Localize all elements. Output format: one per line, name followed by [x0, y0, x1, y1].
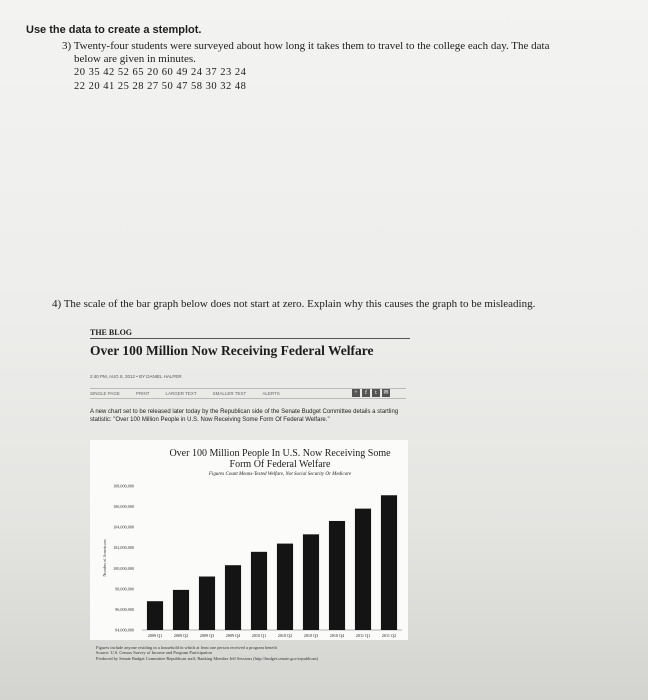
twitter-icon[interactable]: t	[372, 389, 380, 397]
share-icon[interactable]: +	[352, 389, 360, 397]
x-tick-label: 2010 Q1	[251, 633, 267, 638]
footnote-2: Source: U.S. Census Survey of Income and Program Participation	[96, 650, 212, 656]
y-tick-label: 94,000,000	[115, 627, 134, 633]
x-tick-label: 2010 Q4	[329, 633, 345, 638]
smaller-text-link[interactable]: SMALLER TEXT	[212, 391, 247, 396]
bar	[329, 521, 345, 630]
y-axis-label: Number of Americans	[102, 539, 107, 577]
bar	[147, 601, 163, 630]
footnote-3: Produced by Senate Budget Committee Republican staff, Ranking Member Jeff Sessions (http://budget.senate.gov/republican)	[96, 655, 319, 661]
share-icons	[352, 389, 390, 397]
chart-title	[150, 448, 410, 470]
welfare-bar-chart	[90, 440, 408, 680]
larger-text-link[interactable]: LARGER TEXT	[165, 391, 197, 396]
y-tick-label: 102,000,000	[113, 545, 134, 551]
blog-label: THE BLOG	[90, 328, 133, 337]
chart-title-line-1: Over 100 Million People In U.S. Now Receiving Some	[169, 448, 391, 459]
x-tick-label: 2009 Q3	[199, 633, 215, 638]
x-tick-label: 2009 Q2	[173, 633, 189, 638]
x-tick-label: 2010 Q3	[303, 633, 319, 638]
divider	[90, 338, 410, 339]
question-4: 4) The scale of the bar graph below does not start at zero. Explain why this causes the graph to be misleading.	[52, 298, 536, 310]
worksheet-heading: Use the data to create a stemplot.	[26, 24, 202, 36]
article-intro: A new chart set to be released later today by the Republican side of the Senate Budget Committee details a startling statistic: "Over 100 Million People in U.S. Now Receiving Some Form Of Federal Welfare."	[90, 409, 399, 423]
y-tick-label: 96,000,000	[115, 606, 134, 612]
print-link[interactable]: PRINT	[135, 391, 150, 396]
x-tick-label: 2009 Q4	[225, 633, 241, 638]
x-tick-label: 2011 Q1	[355, 633, 371, 638]
y-tick-label: 108,000,000	[113, 483, 134, 489]
bar	[381, 495, 397, 630]
y-tick-label: 98,000,000	[115, 586, 134, 592]
question-3-continued: below are given in minutes.	[74, 53, 196, 65]
chart-title-line-2: Form Of Federal Welfare	[229, 459, 331, 470]
bar	[355, 509, 371, 630]
chart-subtitle: Figures Count Means-Tested Welfare, Not Social Security Or Medicare	[208, 472, 352, 477]
y-tick-label: 104,000,000	[113, 524, 134, 530]
x-tick-label: 2011 Q2	[381, 633, 397, 638]
footnote-1: Figures include anyone residing in a household in which at least one person received a program benefit	[96, 645, 278, 650]
article-title: Over 100 Million Now Receiving Federal Welfare	[90, 343, 374, 358]
bar	[225, 565, 241, 630]
y-tick-label: 106,000,000	[113, 504, 134, 510]
bar	[173, 590, 189, 630]
facebook-icon[interactable]: f	[362, 389, 370, 397]
question-3: 3) Twenty-four students were surveyed about how long it takes them to travel to the college each day. The data	[62, 40, 550, 52]
x-tick-label: 2009 Q1	[147, 633, 163, 638]
bar	[277, 544, 293, 630]
bar	[251, 552, 267, 630]
alerts-link[interactable]: ALERTS	[262, 391, 280, 396]
single-page-link[interactable]: SINGLE PAGE	[90, 391, 120, 396]
x-tick-label: 2010 Q2	[277, 633, 293, 638]
email-icon[interactable]: ✉	[383, 390, 389, 396]
y-tick-label: 100,000,000	[113, 565, 134, 571]
bar	[303, 534, 319, 630]
byline: 2:40 PM, AUG 8, 2012 • BY DANIEL HALPER	[90, 374, 182, 379]
chart-footnotes	[96, 645, 396, 661]
data-row-2: 22 20 41 25 28 27 50 47 58 30 32 48	[74, 81, 247, 92]
bar	[199, 577, 215, 630]
data-row-1: 20 35 42 52 65 20 60 49 24 37 23 24	[74, 67, 247, 78]
